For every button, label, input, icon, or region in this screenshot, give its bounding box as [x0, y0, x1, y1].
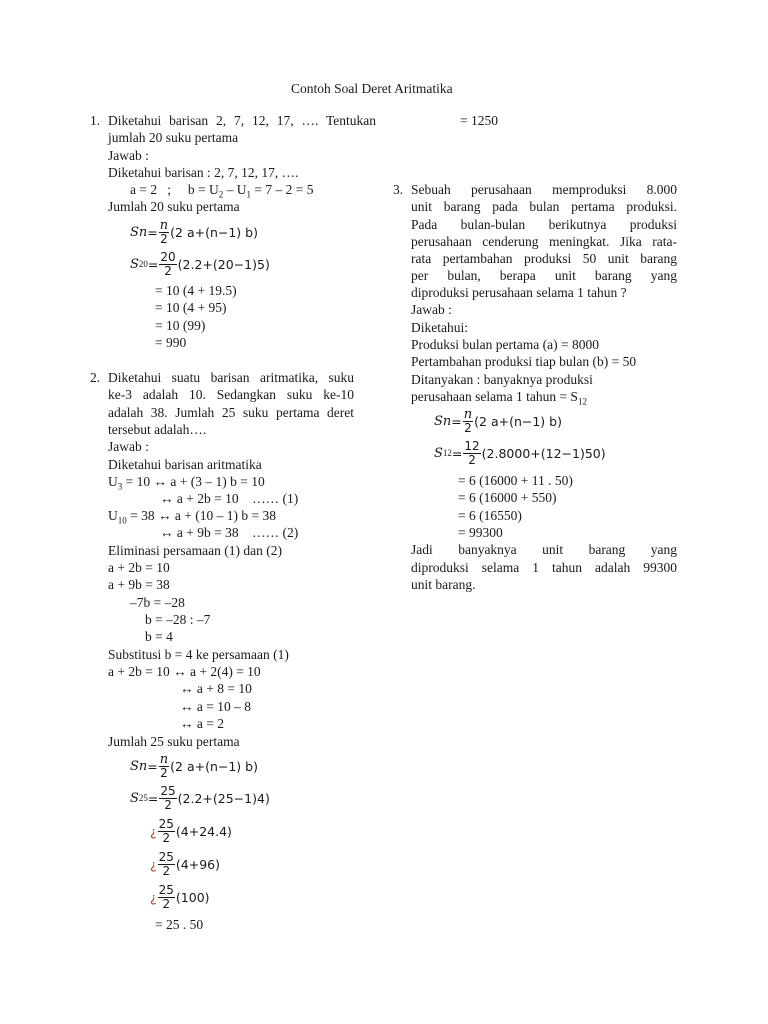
- q2-last-step: = 25 . 50: [155, 917, 204, 932]
- q2-u3-equation: $U_3 = 10$ ↔ a + (3 – 1) b = 10: [108, 474, 265, 492]
- q3-diketahui: Diketahui:: [411, 320, 468, 335]
- q3-given-a: Produksi bulan pertama (a) = 8000: [411, 337, 599, 352]
- q3-step-1: = 6 (16000 + 11 . 50): [458, 473, 573, 488]
- q3-asked-line1: Ditanyakan : banyaknya produksi: [411, 372, 593, 387]
- q1-text-line1: Diketahui barisan 2, 7, 12, 17, …. Tentukan: [108, 113, 376, 128]
- q2-text-line4: tersebut adalah….: [108, 422, 207, 437]
- q2-eq1: ↔ a + 2b = 10 …… (1): [160, 491, 299, 506]
- q1-step-4: = 990: [155, 335, 187, 350]
- q3-text-line5: rata pertambahan produksi 50 unit barang: [411, 251, 677, 266]
- q3-text-line1: Sebuah perusahaan memproduksi 8.000: [411, 182, 677, 197]
- q2-u10-equation: $U_{10} = 38$ ↔ a + (10 – 1) b = 38: [108, 508, 276, 526]
- q2-subst-2: ↔ a + 8 = 10: [180, 681, 252, 696]
- q2-result-2: ¿ $\frac{25}{2}$ (4+96): [150, 849, 221, 878]
- q2-elim-2: a + 9b = 38: [108, 577, 170, 592]
- q1-step-3: = 10 (99): [155, 318, 206, 333]
- q2-elim-label: Eliminasi persamaan (1) dan (2): [108, 543, 282, 558]
- q2-final-answer: = 1250: [460, 113, 498, 128]
- q3-conclusion-line2: diproduksi selama 1 tahun adalah 99300: [411, 560, 677, 575]
- q2-jawab: Jawab :: [108, 439, 149, 454]
- page-title: Contoh Soal Deret Aritmatika: [291, 81, 453, 96]
- q2-s25-formula: S 25 = $\frac{25}{2}$ (2.2+(25−1)4): [130, 783, 270, 812]
- q2-eq2: ↔ a + 9b = 38 …… (2): [160, 525, 299, 540]
- q2-result-3: ¿ $\frac{25}{2}$ (100): [150, 882, 210, 911]
- q1-jawab: Jawab :: [108, 148, 149, 163]
- q3-text-line4: perusahaan cenderung meningkat. Jika rata-: [411, 234, 677, 249]
- q2-jumlah-label: Jumlah 25 suku pertama: [108, 734, 240, 749]
- q2-subst-label: Substitusi b = 4 ke persamaan (1): [108, 647, 289, 662]
- q2-elim-5: b = 4: [145, 629, 173, 644]
- q2-sn-formula: S n = $\frac{n}{2}$ (2 a+(n−1) b): [130, 751, 258, 780]
- q3-number: 3.: [393, 182, 404, 197]
- q3-text-line6: per bulan, berapa unit barang yang: [411, 268, 677, 283]
- q3-sn-formula: S n = $\frac{n}{2}$ (2 a+(n−1) b): [434, 406, 562, 435]
- q3-jawab: Jawab :: [411, 302, 452, 317]
- q1-step-1: = 10 (4 + 19.5): [155, 283, 237, 298]
- q3-step-3: = 6 (16550): [458, 508, 522, 523]
- q3-asked-line2: perusahaan selama 1 tahun = $S_{12}$: [411, 389, 587, 407]
- q2-number: 2.: [90, 370, 101, 385]
- q3-given-b: Pertambahan produksi tiap bulan (b) = 50: [411, 354, 637, 369]
- q1-number: 1.: [90, 113, 101, 128]
- q2-elim-4: b = –28 : –7: [145, 612, 211, 627]
- q2-subst-4: ↔ a = 2: [180, 716, 224, 731]
- q3-text-line7: diproduksi perusahaan selama 1 tahun ?: [411, 285, 627, 300]
- q1-step-2: = 10 (4 + 95): [155, 300, 227, 315]
- q2-subst-3: ↔ a = 10 – 8: [180, 699, 251, 714]
- q3-text-line2: unit barang pada bulan pertama produksi.: [411, 199, 677, 214]
- q2-text-line2: ke-3 adalah 10. Sedangkan suku ke-10: [108, 387, 354, 402]
- q3-s12-formula: S 12 = $\frac{12}{2}$ (2.8000+(12−1)50): [434, 438, 606, 467]
- q1-jumlah-label: Jumlah 20 suku pertama: [108, 199, 240, 214]
- q2-subst-1: a + 2b = 10 ↔ a + 2(4) = 10: [108, 664, 261, 679]
- q1-sn-formula: S n = $\frac{n}{2}$ (2 a+(n−1) b): [130, 217, 258, 246]
- q1-given: Diketahui barisan : 2, 7, 12, 17, ….: [108, 165, 299, 180]
- q1-a-b-values: a = 2 ; $b = U_2 - U_1 = 7 - 2 = 5$: [130, 182, 314, 200]
- q2-text-line3: adalah 38. Jumlah 25 suku pertama deret: [108, 405, 354, 420]
- q1-text-line2: jumlah 20 suku pertama: [108, 130, 239, 145]
- q3-conclusion-line1: Jadi banyaknya unit barang yang: [411, 542, 677, 557]
- q3-text-line3: Pada bulan-bulan berikutnya produksi: [411, 217, 677, 232]
- q2-elim-1: a + 2b = 10: [108, 560, 170, 575]
- q2-result-1: ¿ $\frac{25}{2}$ (4+24.4): [150, 816, 232, 845]
- q2-given: Diketahui barisan aritmatika: [108, 457, 262, 472]
- q3-conclusion-line3: unit barang.: [411, 577, 476, 592]
- q3-step-4: = 99300: [458, 525, 503, 540]
- q2-elim-3: –7b = –28: [130, 595, 185, 610]
- q2-text-line1: Diketahui suatu barisan aritmatika, suku: [108, 370, 354, 385]
- q1-s20-formula: S 20 = $\frac{20}{2}$ (2.2+(20−1)5): [130, 249, 270, 278]
- q3-step-2: = 6 (16000 + 550): [458, 490, 557, 505]
